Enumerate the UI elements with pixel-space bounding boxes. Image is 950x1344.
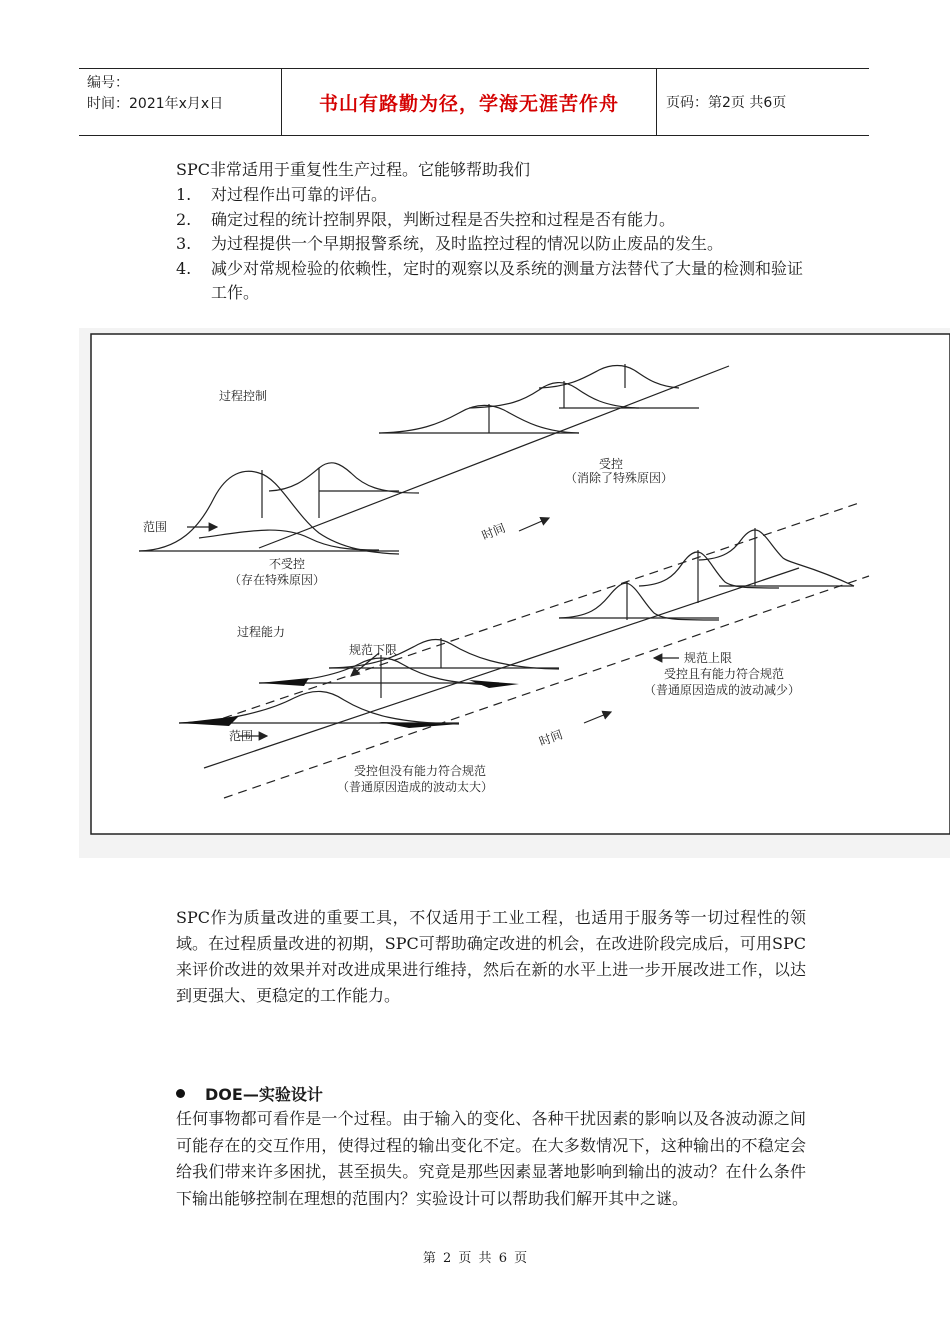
header-page-info: 页码：第2页 共6页: [666, 95, 787, 111]
label-range-2: 范围: [229, 729, 254, 743]
label-process-control: 过程控制: [219, 389, 268, 403]
list-item-text: 对过程作出可靠的评估。: [211, 185, 388, 204]
intro-paragraph: SPC非常适用于重复性生产过程。它能够帮助我们: [176, 160, 530, 179]
label-controlled-note: （消除了特殊原因）: [565, 471, 674, 485]
spc-summary-paragraph: SPC作为质量改进的重要工具，不仅适用于工业工程，也适用于服务等一切过程性的领域。在过程质量改进的初期，SPC可帮助确定改进的机会，在改进阶段完成后，可用SPC来评价改进的效果并对改进成果进行维持，然后在新的水平上进一步开展改进工作，以达到更强大、更稳定的工作能力。: [176, 908, 806, 1005]
label-not-capable: 受控但没有能力符合规范: [354, 764, 487, 778]
doe-section-title: DOE—实验设计: [205, 1085, 323, 1104]
label-capable: 受控且有能力符合规范: [664, 667, 785, 681]
label-not-controlled: 不受控: [269, 557, 306, 571]
label-process-capability: 过程能力: [237, 625, 286, 639]
spc-diagram-figure: [79, 328, 950, 858]
spc-benefits-list: [176, 183, 816, 306]
header-meta-cell: [79, 69, 282, 135]
page-footer: 第 2 页 共 6 页: [422, 1251, 528, 1266]
list-item-text: 为过程提供一个早期报警系统，及时监控过程的情况以防止废品的发生。: [211, 234, 724, 253]
list-item-number: 1.: [176, 185, 192, 204]
list-item: [176, 183, 816, 208]
list-item: [176, 232, 816, 257]
label-time-1: 时间: [479, 520, 508, 543]
label-range-1: 范围: [143, 520, 168, 534]
spc-diagram: [79, 328, 950, 858]
list-item-number: 2.: [176, 209, 192, 229]
list-item-number: 4.: [176, 258, 192, 278]
label-lower-spec: 规范下限: [349, 643, 398, 657]
list-item-text: 减少对常规检验的依赖性，定时的观察以及系统的测量方法替代了大量的检测和验证工作。: [211, 258, 804, 302]
list-item: [176, 208, 816, 233]
label-time-2: 时间: [537, 727, 565, 749]
diagram-frame: [91, 334, 950, 834]
label-upper-spec: 规范上限: [684, 651, 733, 665]
header-time-label: 时间：2021年x月x日: [87, 96, 224, 112]
page-header-table: [79, 68, 869, 136]
doe-paragraph: 任何事物都可看作是一个过程。由于输入的变化、各种干扰因素的影响以及各波动源之间可能存在的交互作用，使得过程的输出变化不定。在大多数情况下，这种输出的不稳定会给我们带来许多困扰，甚至损失。究竟是那些因素显著地影响到输出的波动？在什么条件下输出能够控制在理想的范围内？实验设计可以帮助我们解开其中之谜。: [176, 1109, 806, 1208]
label-not-capable-note: （普通原因造成的波动太大）: [337, 780, 494, 794]
list-item: [176, 257, 816, 306]
list-item-text: 确定过程的统计控制界限，判断过程是否失控和过程是否有能力。: [211, 209, 676, 229]
label-capable-note: （普通原因造成的波动减少）: [644, 683, 801, 697]
list-item-number: 3.: [176, 234, 192, 253]
header-motto: 书山有路勤为径，学海无涯苦作舟: [282, 69, 657, 135]
label-controlled: 受控: [599, 457, 624, 471]
bullet-icon: [176, 1089, 185, 1098]
header-number-label: 编号：: [87, 75, 129, 91]
doe-section-heading: [176, 1082, 323, 1105]
label-not-controlled-note: （存在特殊原因）: [229, 573, 326, 587]
